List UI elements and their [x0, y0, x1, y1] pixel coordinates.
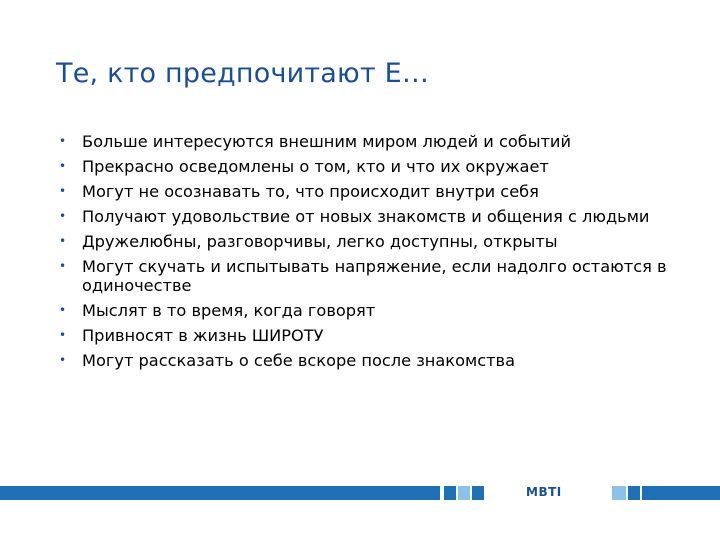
list-item	[56, 182, 676, 201]
mbti-logo: MBTI	[526, 485, 562, 499]
bullet-icon: •	[59, 328, 67, 342]
list-item-text: Получают удовольствие от новых знакомств и общения с людьми	[82, 207, 650, 226]
list-item-text: Прекрасно осведомлены о том, кто и что их окружает	[82, 157, 549, 176]
stripe-segment	[612, 486, 626, 500]
list-item	[56, 326, 676, 345]
bullet-icon: •	[59, 259, 67, 273]
stripe-segment	[628, 486, 640, 500]
page-title: Те, кто предпочитают Е…	[56, 58, 430, 89]
list-item-text: Дружелюбны, разговорчивы, легко доступны, открыты	[82, 232, 558, 251]
list-item-text: Больше интересуются внешним миром людей и событий	[82, 132, 571, 151]
stripe-segment	[0, 486, 440, 500]
list-item-text: Мыслят в то время, когда говорят	[82, 301, 376, 320]
list-item-text: Могут скучать и испытывать напряжение, если надолго остаются в одиночестве	[82, 257, 667, 295]
bullet-icon: •	[59, 303, 67, 317]
bullet-icon: •	[59, 209, 67, 223]
list-item-text: Привносят в жизнь ШИРОТУ	[82, 326, 324, 345]
list-item	[56, 351, 676, 370]
bullet-icon: •	[59, 184, 67, 198]
list-item	[56, 207, 676, 226]
bullet-icon: •	[59, 134, 67, 148]
list-item-text: Могут не осознавать то, что происходит внутри себя	[82, 182, 539, 201]
footer-stripe	[0, 486, 720, 500]
list-item	[56, 257, 676, 295]
list-item-text: Могут рассказать о себе вскоре после знакомства	[82, 351, 515, 370]
stripe-segment	[444, 486, 456, 500]
bullet-icon: •	[59, 159, 67, 173]
list-item	[56, 157, 676, 176]
list-item	[56, 132, 676, 151]
list-item	[56, 232, 676, 251]
stripe-segment	[642, 486, 720, 500]
bullet-icon: •	[59, 234, 67, 248]
stripe-segment	[458, 486, 470, 500]
bullet-icon: •	[59, 353, 67, 367]
list-item	[56, 301, 676, 320]
bullet-list	[56, 132, 676, 376]
stripe-segment	[472, 486, 484, 500]
